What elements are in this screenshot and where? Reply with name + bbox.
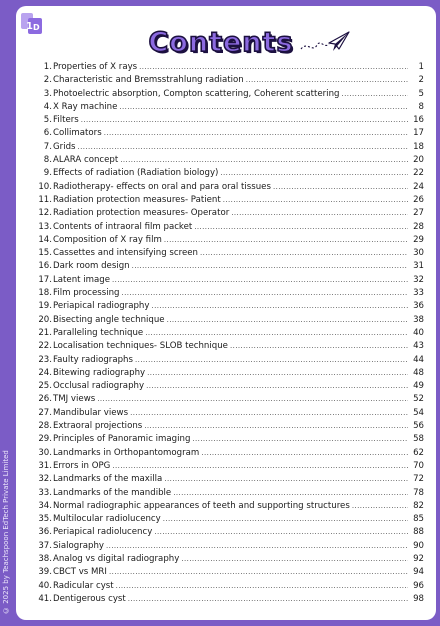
toc-dot-leader	[130, 408, 408, 418]
toc-entry-title: Mandibular views	[53, 407, 129, 418]
toc-dot-leader	[246, 75, 408, 85]
toc-dot-leader	[164, 235, 408, 245]
toc-entry-page: 36	[413, 301, 424, 312]
toc-entry-page: 1	[418, 62, 424, 72]
toc-dot-leader	[167, 315, 408, 325]
copyright-notice: © 2025 by Teachspoon EdTech Private Limited	[2, 450, 10, 614]
toc-dot-leader	[147, 368, 408, 378]
toc-dot-leader	[145, 328, 408, 338]
toc-dot-leader	[154, 527, 408, 537]
toc-entry-title: Sialography	[53, 540, 104, 551]
toc-entry-number: 39.	[38, 567, 52, 578]
toc-entry-title: Radicular cyst	[53, 580, 114, 591]
toc-entry[interactable]	[22, 328, 424, 341]
toc-entry-number: 18.	[38, 288, 52, 299]
toc-entry[interactable]	[22, 235, 424, 248]
toc-entry-page: 96	[413, 580, 424, 591]
toc-entry[interactable]	[22, 208, 424, 221]
toc-entry-page: 92	[413, 553, 424, 564]
svg-text:1: 1	[26, 21, 33, 32]
toc-dot-leader	[139, 62, 408, 72]
toc-entry-number: 2.	[43, 75, 52, 86]
toc-dot-leader	[173, 488, 408, 498]
paper-plane-icon	[299, 29, 351, 55]
toc-entry-title: CBCT vs MRI	[53, 567, 107, 578]
toc-entry-number: 11.	[38, 194, 52, 205]
toc-entry-number: 3.	[43, 88, 52, 99]
toc-dot-leader	[192, 434, 408, 444]
toc-entry-page: 44	[413, 354, 424, 365]
toc-entry-page: 72	[413, 474, 424, 485]
toc-entry-title: Paralleling technique	[53, 327, 144, 338]
toc-entry-number: 22.	[38, 341, 52, 352]
toc-entry-title: Occlusal radiography	[53, 381, 145, 392]
toc-entry-page: 17	[413, 128, 424, 139]
toc-entry-number: 13.	[38, 221, 52, 232]
svg-text:D: D	[33, 23, 40, 32]
toc-dot-leader	[78, 142, 408, 152]
toc-entry[interactable]	[22, 275, 424, 288]
toc-entry-page: 52	[413, 394, 424, 405]
toc-entry-number: 41.	[38, 593, 52, 604]
toc-dot-leader	[273, 182, 408, 192]
toc-dot-leader	[220, 168, 408, 178]
toc-dot-leader	[181, 554, 408, 564]
toc-entry-page: 49	[413, 381, 424, 392]
toc-entry-number: 36.	[38, 527, 52, 538]
toc-entry-page: 16	[413, 115, 424, 126]
toc-entry-title: Extraoral projections	[53, 421, 143, 432]
toc-dot-leader	[144, 421, 408, 431]
toc-dot-leader	[109, 567, 408, 577]
toc-entry-page: 24	[413, 181, 424, 192]
toc-entry-number: 21.	[38, 327, 52, 338]
toc-entry-title: Effects of radiation (Radiation biology)	[53, 168, 219, 179]
toc-entry-page: 78	[413, 487, 424, 498]
toc-entry-title: Composition of X ray film	[53, 234, 162, 245]
toc-entry-number: 29.	[38, 434, 52, 445]
toc-entry-page: 94	[413, 567, 424, 578]
toc-entry[interactable]	[22, 434, 424, 447]
toc-entry-number: 34.	[38, 500, 52, 511]
toc-entry-number: 14.	[38, 234, 52, 245]
toc-dot-leader	[201, 448, 408, 458]
toc-entry-number: 16.	[38, 261, 52, 272]
toc-dot-leader	[230, 341, 408, 351]
toc-entry[interactable]	[22, 248, 424, 261]
toc-entry-number: 10.	[38, 181, 52, 192]
toc-entry[interactable]	[22, 594, 424, 607]
table-of-contents	[22, 62, 424, 607]
toc-entry-page: 31	[413, 261, 424, 272]
toc-entry-title: Radiation protection measures- Operator	[53, 208, 230, 219]
toc-entry[interactable]	[22, 408, 424, 421]
title-area	[16, 27, 436, 61]
toc-entry-number: 12.	[38, 208, 52, 219]
toc-dot-leader	[112, 461, 408, 471]
toc-entry-title: Faulty radiographs	[53, 354, 133, 365]
toc-entry[interactable]	[22, 182, 424, 195]
toc-entry[interactable]	[22, 448, 424, 461]
toc-entry-page: 2	[418, 75, 424, 86]
toc-entry[interactable]	[22, 222, 424, 235]
toc-entry-title: Grids	[53, 141, 76, 152]
toc-entry-number: 20.	[38, 314, 52, 325]
toc-entry-number: 27.	[38, 407, 52, 418]
toc-entry[interactable]	[22, 527, 424, 540]
toc-entry-page: 29	[413, 234, 424, 245]
toc-dot-leader	[135, 355, 408, 365]
toc-entry-number: 4.	[43, 101, 52, 112]
toc-entry-title: Normal radiographic appearances of teeth and supporting structures	[53, 500, 350, 511]
toc-entry-number: 25.	[38, 381, 52, 392]
toc-entry[interactable]	[22, 75, 424, 88]
toc-entry[interactable]	[22, 394, 424, 407]
toc-entry-title: Filters	[53, 115, 79, 126]
toc-dot-leader	[122, 288, 408, 298]
toc-entry-page: 28	[413, 221, 424, 232]
toc-entry-number: 6.	[43, 128, 52, 139]
toc-entry-page: 98	[413, 593, 424, 604]
toc-entry-number: 38.	[38, 553, 52, 564]
toc-dot-leader	[352, 501, 408, 511]
toc-entry-page: 8	[418, 101, 424, 112]
toc-entry-number: 24.	[38, 367, 52, 378]
toc-dot-leader	[223, 195, 408, 205]
toc-entry[interactable]	[22, 195, 424, 208]
toc-dot-leader	[194, 222, 408, 232]
toc-entry-number: 19.	[38, 301, 52, 312]
toc-entry-title: Analog vs digital radiography	[53, 553, 180, 564]
toc-dot-leader	[341, 89, 408, 99]
toc-entry-number: 32.	[38, 474, 52, 485]
toc-entry-title: Periapical radiolucency	[53, 527, 153, 538]
toc-entry-title: Characteristic and Bremsstrahlung radiation	[53, 75, 244, 86]
toc-entry[interactable]	[22, 514, 424, 527]
toc-dot-leader	[128, 594, 408, 604]
toc-entry-title: Landmarks in Orthopantomogram	[53, 447, 200, 458]
toc-dot-leader	[151, 301, 408, 311]
toc-entry[interactable]	[22, 142, 424, 155]
toc-entry-number: 31.	[38, 460, 52, 471]
toc-entry-number: 28.	[38, 421, 52, 432]
toc-entry-page: 26	[413, 194, 424, 205]
toc-entry-title: Properties of X rays	[53, 62, 138, 72]
toc-entry-number: 7.	[43, 141, 52, 152]
toc-entry[interactable]	[22, 474, 424, 487]
toc-entry-title: Contents of intraoral film packet	[53, 221, 193, 232]
toc-dot-leader	[146, 381, 408, 391]
toc-entry-number: 17.	[38, 274, 52, 285]
toc-entry-number: 35.	[38, 514, 52, 525]
toc-dot-leader	[112, 275, 408, 285]
toc-dot-leader	[132, 261, 408, 271]
toc-entry-title: Landmarks of the mandible	[53, 487, 172, 498]
toc-entry-title: Principles of Panoramic imaging	[53, 434, 191, 445]
toc-dot-leader	[119, 102, 408, 112]
toc-entry-number: 1.	[43, 62, 52, 72]
toc-entry-page: 33	[413, 288, 424, 299]
toc-entry-title: TMJ views	[53, 394, 96, 405]
toc-entry-page: 5	[418, 88, 424, 99]
toc-entry-title: Radiotherapy- effects on oral and para oral tissues	[53, 181, 271, 192]
toc-entry[interactable]	[22, 102, 424, 115]
toc-entry-page: 43	[413, 341, 424, 352]
toc-entry-page: 38	[413, 314, 424, 325]
toc-entry-title: Collimators	[53, 128, 102, 139]
toc-entry[interactable]	[22, 461, 424, 474]
toc-entry-number: 9.	[43, 168, 52, 179]
toc-entry-number: 37.	[38, 540, 52, 551]
toc-entry[interactable]	[22, 115, 424, 128]
toc-entry-page: 22	[413, 168, 424, 179]
toc-entry-title: Dentigerous cyst	[53, 593, 126, 604]
toc-entry-title: Radiation protection measures- Patient	[53, 194, 221, 205]
toc-entry-page: 62	[413, 447, 424, 458]
toc-entry-page: 58	[413, 434, 424, 445]
toc-entry-title: ALARA concept	[53, 155, 119, 166]
toc-entry-title: Multilocular radiolucency	[53, 514, 161, 525]
toc-dot-leader	[231, 208, 408, 218]
toc-dot-leader	[120, 155, 408, 165]
toc-entry-title: Photoelectric absorption, Compton scattering, Coherent scattering	[53, 88, 340, 99]
toc-dot-leader	[104, 128, 408, 138]
toc-dot-leader	[106, 541, 408, 551]
toc-entry-title: X Ray machine	[53, 101, 118, 112]
toc-entry[interactable]	[22, 355, 424, 368]
toc-entry[interactable]	[22, 554, 424, 567]
toc-entry-number: 30.	[38, 447, 52, 458]
toc-entry-number: 26.	[38, 394, 52, 405]
toc-entry[interactable]	[22, 567, 424, 580]
toc-entry[interactable]	[22, 168, 424, 181]
toc-entry-title: Bitewing radiography	[53, 367, 146, 378]
toc-dot-leader	[200, 248, 408, 258]
toc-entry-page: 82	[413, 500, 424, 511]
toc-entry-page: 48	[413, 367, 424, 378]
toc-entry[interactable]	[22, 541, 424, 554]
toc-entry-title: Film processing	[53, 288, 120, 299]
toc-entry[interactable]	[22, 315, 424, 328]
toc-entry-title: Latent image	[53, 274, 111, 285]
toc-entry-page: 20	[413, 155, 424, 166]
toc-entry-page: 27	[413, 208, 424, 219]
toc-entry-page: 18	[413, 141, 424, 152]
page-title: Contents	[148, 27, 294, 58]
toc-entry[interactable]	[22, 288, 424, 301]
toc-entry-page: 54	[413, 407, 424, 418]
toc-entry-title: Bisecting angle technique	[53, 314, 165, 325]
document-page	[16, 6, 436, 620]
toc-entry[interactable]	[22, 62, 424, 75]
toc-entry-title: Periapical radiography	[53, 301, 150, 312]
toc-entry[interactable]	[22, 341, 424, 354]
toc-entry[interactable]	[22, 89, 424, 102]
toc-entry[interactable]	[22, 128, 424, 141]
toc-entry[interactable]	[22, 421, 424, 434]
toc-entry-page: 90	[413, 540, 424, 551]
toc-entry-page: 85	[413, 514, 424, 525]
toc-entry-title: Dark room design	[53, 261, 130, 272]
toc-entry-page: 32	[413, 274, 424, 285]
toc-entry-page: 88	[413, 527, 424, 538]
toc-entry[interactable]	[22, 488, 424, 501]
toc-entry[interactable]	[22, 581, 424, 594]
toc-dot-leader	[81, 115, 408, 125]
toc-dot-leader	[97, 394, 408, 404]
toc-entry[interactable]	[22, 261, 424, 274]
toc-entry-number: 23.	[38, 354, 52, 365]
toc-entry-page: 40	[413, 327, 424, 338]
toc-entry-title: Localisation techniques- SLOB technique	[53, 341, 228, 352]
toc-entry[interactable]	[22, 501, 424, 514]
toc-entry[interactable]	[22, 155, 424, 168]
toc-entry[interactable]	[22, 368, 424, 381]
toc-entry-title: Landmarks of the maxilla	[53, 474, 163, 485]
toc-dot-leader	[116, 581, 408, 591]
toc-entry-number: 5.	[43, 115, 52, 126]
toc-entry[interactable]	[22, 301, 424, 314]
toc-entry-number: 33.	[38, 487, 52, 498]
toc-entry-page: 70	[413, 460, 424, 471]
toc-dot-leader	[164, 474, 408, 484]
toc-entry-title: Cassettes and intensifying screen	[53, 248, 198, 259]
toc-entry-number: 40.	[38, 580, 52, 591]
toc-entry-number: 8.	[43, 155, 52, 166]
toc-entry-page: 30	[413, 248, 424, 259]
toc-entry-page: 56	[413, 421, 424, 432]
toc-entry-number: 15.	[38, 248, 52, 259]
toc-dot-leader	[163, 514, 408, 524]
toc-entry-title: Errors in OPG	[53, 460, 111, 471]
toc-entry[interactable]	[22, 381, 424, 394]
